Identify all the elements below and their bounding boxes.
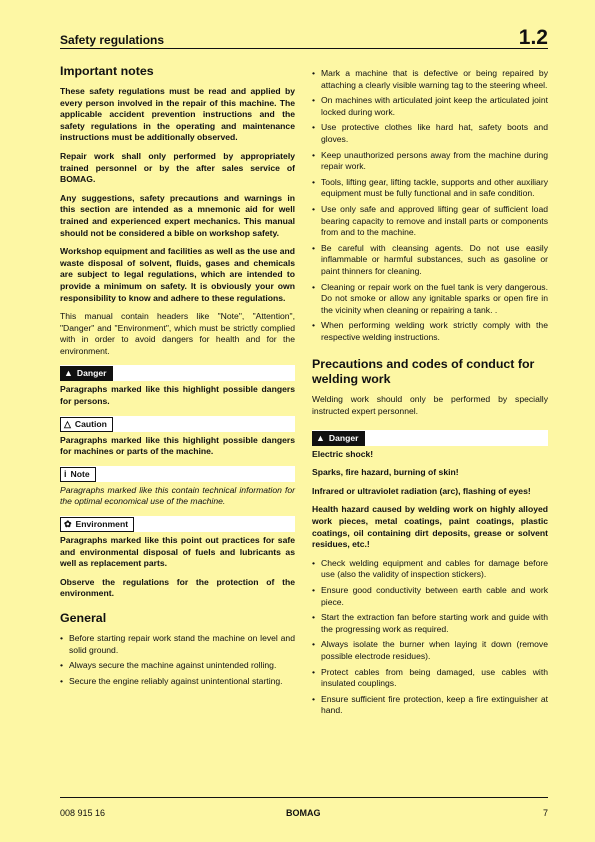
note-bar — [60, 466, 295, 482]
danger-item: Infrared or ultraviolet radiation (arc), flashing of eyes! — [312, 485, 531, 496]
note-tag — [60, 467, 96, 482]
list-item: • Always secure the machine against unintended rolling. — [60, 660, 295, 672]
list-item: • Cleaning or repair work on the fuel tank is very dangerous. Do not smoke or allow any ignitable sparks or open fire in the vicinity when cleaning or repairing a tank. . — [312, 282, 548, 317]
page-number: 7 — [542, 808, 548, 818]
environment-label: Environment — [75, 519, 129, 530]
list-item: • Protect cables from being damaged, use cables with insulated couplings. — [312, 667, 548, 690]
danger-text: Paragraphs marked like this highlight possible dangers for persons. — [60, 384, 295, 407]
list-item: • Use only safe and approved lifting gear of sufficient load bearing capacity to remove and install parts or components from and to the machine. — [312, 204, 548, 239]
brand-name: BOMAG — [286, 808, 321, 818]
list-item: • Check welding equipment and cables for damage before use (also the validity of inspection stickers). — [312, 558, 548, 581]
environment-text-2: Observe the regulations for the protection of the environment. — [60, 576, 295, 599]
general-heading: General — [60, 611, 107, 625]
info-icon: i — [64, 468, 67, 479]
welding-danger-bar — [312, 430, 548, 446]
list-item: • Keep unauthorized persons away from the machine during repair work. — [312, 150, 548, 173]
caution-tag — [60, 417, 113, 432]
welding-danger-tag — [312, 431, 365, 446]
headers-paragraph: This manual contain headers like "Note", "Attention", "Danger" and "Environment", which must be strictly complied with in order to avoid dangers for health and for the environment. — [60, 311, 295, 356]
environment-icon: ✿ — [64, 519, 72, 530]
general-list-continued — [312, 68, 548, 343]
right-column — [312, 68, 548, 721]
general-list — [60, 633, 295, 687]
welding-list — [312, 558, 548, 717]
warning-triangle-icon: ▲ — [64, 368, 73, 379]
mnemonic-paragraph: Any suggestions, safety precautions and warnings in this section are intended as a mnemonic aid for well trained and experienced expert mechanics. This manual should not be considered a bible on workshop safety. — [60, 192, 295, 238]
list-item: • Mark a machine that is defective or being repaired by attaching a clearly visible warning tag to the steering wheel. — [312, 68, 548, 91]
welding-intro: Welding work should only be performed by specially instructed expert personnel. — [312, 394, 548, 417]
list-item: • Before starting repair work stand the machine on level and solid ground. — [60, 633, 295, 656]
section-number: 1.2 — [518, 26, 548, 49]
page-footer — [60, 797, 548, 822]
regulations-paragraph: Workshop equipment and facilities as well as the use and waste disposal of solvent, fluids, gases and chemicals are subject to legal regulations, which are intended to provide a minimum on safety. It is obviously your own responsibility to know and adhere to these regulations. — [60, 246, 295, 303]
list-item: • Use protective clothes like hard hat, safety boots and gloves. — [312, 122, 548, 145]
danger-item: Health hazard caused by welding work on highly alloyed work pieces, metal coatings, paint coatings, plastic coatings, oil containing dirt deposits, grease or solvent residues, etc.! — [312, 504, 548, 550]
list-item: • Tools, lifting gear, lifting tackle, supports and other auxiliary equipment must be fully functional and in safe condition. — [312, 177, 548, 200]
page-header — [60, 28, 548, 49]
list-item: • Always isolate the burner when laying it down (remove possible electrode residues). — [312, 639, 548, 662]
list-item: • Be careful with cleansing agents. Do not use easily inflammable or harmful substances, such as gasoline or paint thinners for cleaning. — [312, 243, 548, 278]
danger-item: Electric shock! — [312, 448, 374, 459]
danger-label: Danger — [76, 368, 107, 379]
header-title: Safety regulations — [60, 33, 165, 47]
danger-item: Sparks, fire hazard, burning of skin! — [312, 467, 459, 478]
list-item: • On machines with articulated joint keep the articulated joint locked during work. — [312, 95, 548, 118]
intro-paragraph: These safety regulations must be read and applied by every person involved in the repair of this machine. The applicable accident prevention instructions and the safety regulations in the operating and maintenance instructions must be additionally observed. — [60, 86, 295, 143]
note-label: Note — [70, 468, 90, 479]
list-item: • Start the extraction fan before starting work and guide with the progressing work as required. — [312, 612, 548, 635]
list-item: • Ensure sufficient fire protection, keep a fire extinguisher at hand. — [312, 694, 548, 717]
environment-tag — [60, 517, 134, 532]
list-item: • When performing welding work strictly comply with the respective welding instructions. — [312, 320, 548, 343]
caution-text: Paragraphs marked like this highlight possible dangers for machines or parts of the machine. — [60, 434, 295, 457]
list-item: • Secure the engine reliably against unintentional starting. — [60, 676, 295, 688]
environment-text: Paragraphs marked like this point out practices for safe and environmental disposal of fuels and lubricants as well as replacement parts. — [60, 535, 295, 569]
document-number: 008 915 16 — [60, 808, 106, 818]
left-column — [60, 64, 295, 691]
caution-label: Caution — [74, 418, 107, 429]
danger-bar — [60, 365, 295, 381]
note-text: Paragraphs marked like this contain technical information for the optimal economical use of the machine. — [60, 484, 295, 507]
warning-triangle-outline-icon: △ — [64, 418, 71, 429]
important-notes-heading: Important notes — [60, 64, 154, 78]
welding-heading: Precautions and codes of conduct for welding work — [312, 357, 535, 387]
personnel-paragraph: Repair work shall only performed by appropriately trained personnel or by the after sales service of BOMAG. — [60, 150, 295, 185]
list-item: • Ensure good conductivity between earth cable and work piece. — [312, 585, 548, 608]
environment-bar — [60, 516, 295, 532]
warning-triangle-icon: ▲ — [316, 432, 325, 443]
caution-bar — [60, 416, 295, 432]
welding-danger-label: Danger — [328, 432, 359, 443]
danger-tag — [60, 366, 113, 381]
